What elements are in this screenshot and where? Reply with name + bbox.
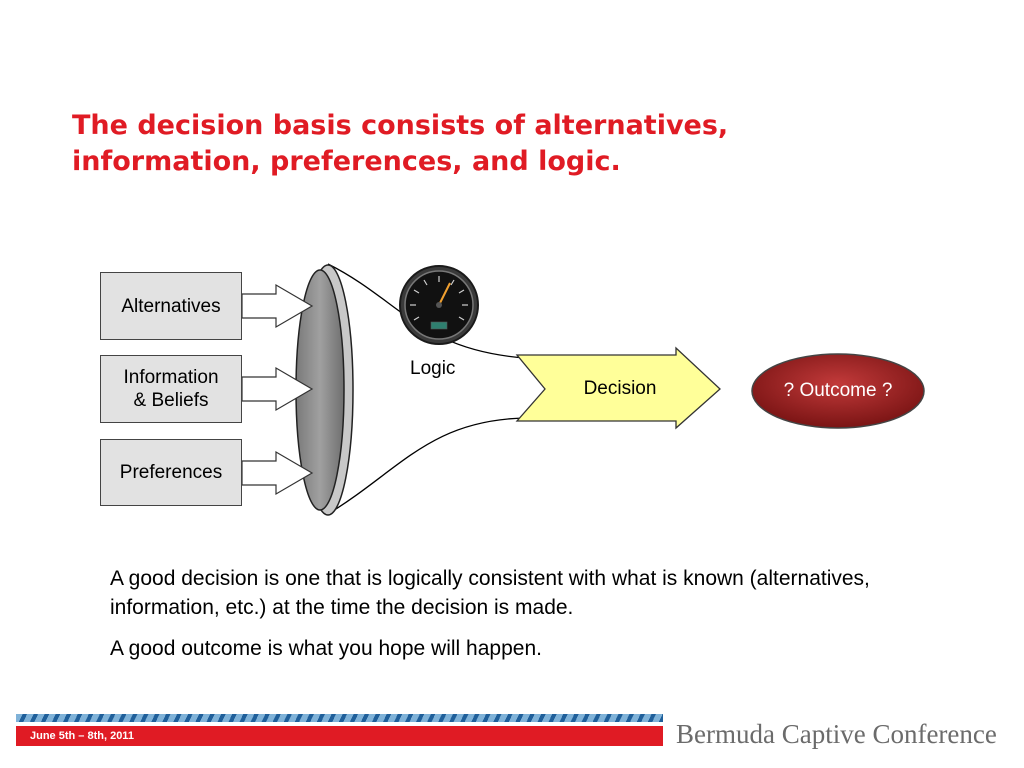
footer-stripe (16, 714, 663, 722)
body-text (110, 564, 910, 675)
title-line-1: The decision basis consists of alternatives, (72, 110, 729, 141)
preferences-label: Preferences (119, 462, 223, 483)
decision-label: Decision (583, 378, 657, 399)
good-decision-paragraph: A good decision is one that is logically consistent with what is known (alternatives, information, etc.) at the time the decision is made. (110, 567, 870, 619)
logic-label: Logic (410, 358, 456, 379)
information-label-line1: Information (123, 367, 219, 388)
preferences-box (100, 439, 242, 506)
footer-date-bar (16, 726, 663, 746)
speedometer-icon (400, 266, 478, 344)
outcome-label: ? Outcome ? (783, 380, 893, 401)
information-label-line2: & Beliefs (133, 390, 209, 411)
good-outcome-paragraph: A good outcome is what you hope will happen. (110, 637, 542, 660)
funnel-bottom-curve (328, 418, 525, 514)
information-box (100, 355, 242, 423)
alternatives-box (100, 272, 242, 340)
alternatives-label: Alternatives (121, 295, 221, 317)
title-line-2: information, preferences, and logic. (72, 146, 621, 177)
footer-date: June 5th – 8th, 2011 (30, 730, 134, 742)
conference-logo: Bermuda Captive Conference (676, 719, 997, 749)
